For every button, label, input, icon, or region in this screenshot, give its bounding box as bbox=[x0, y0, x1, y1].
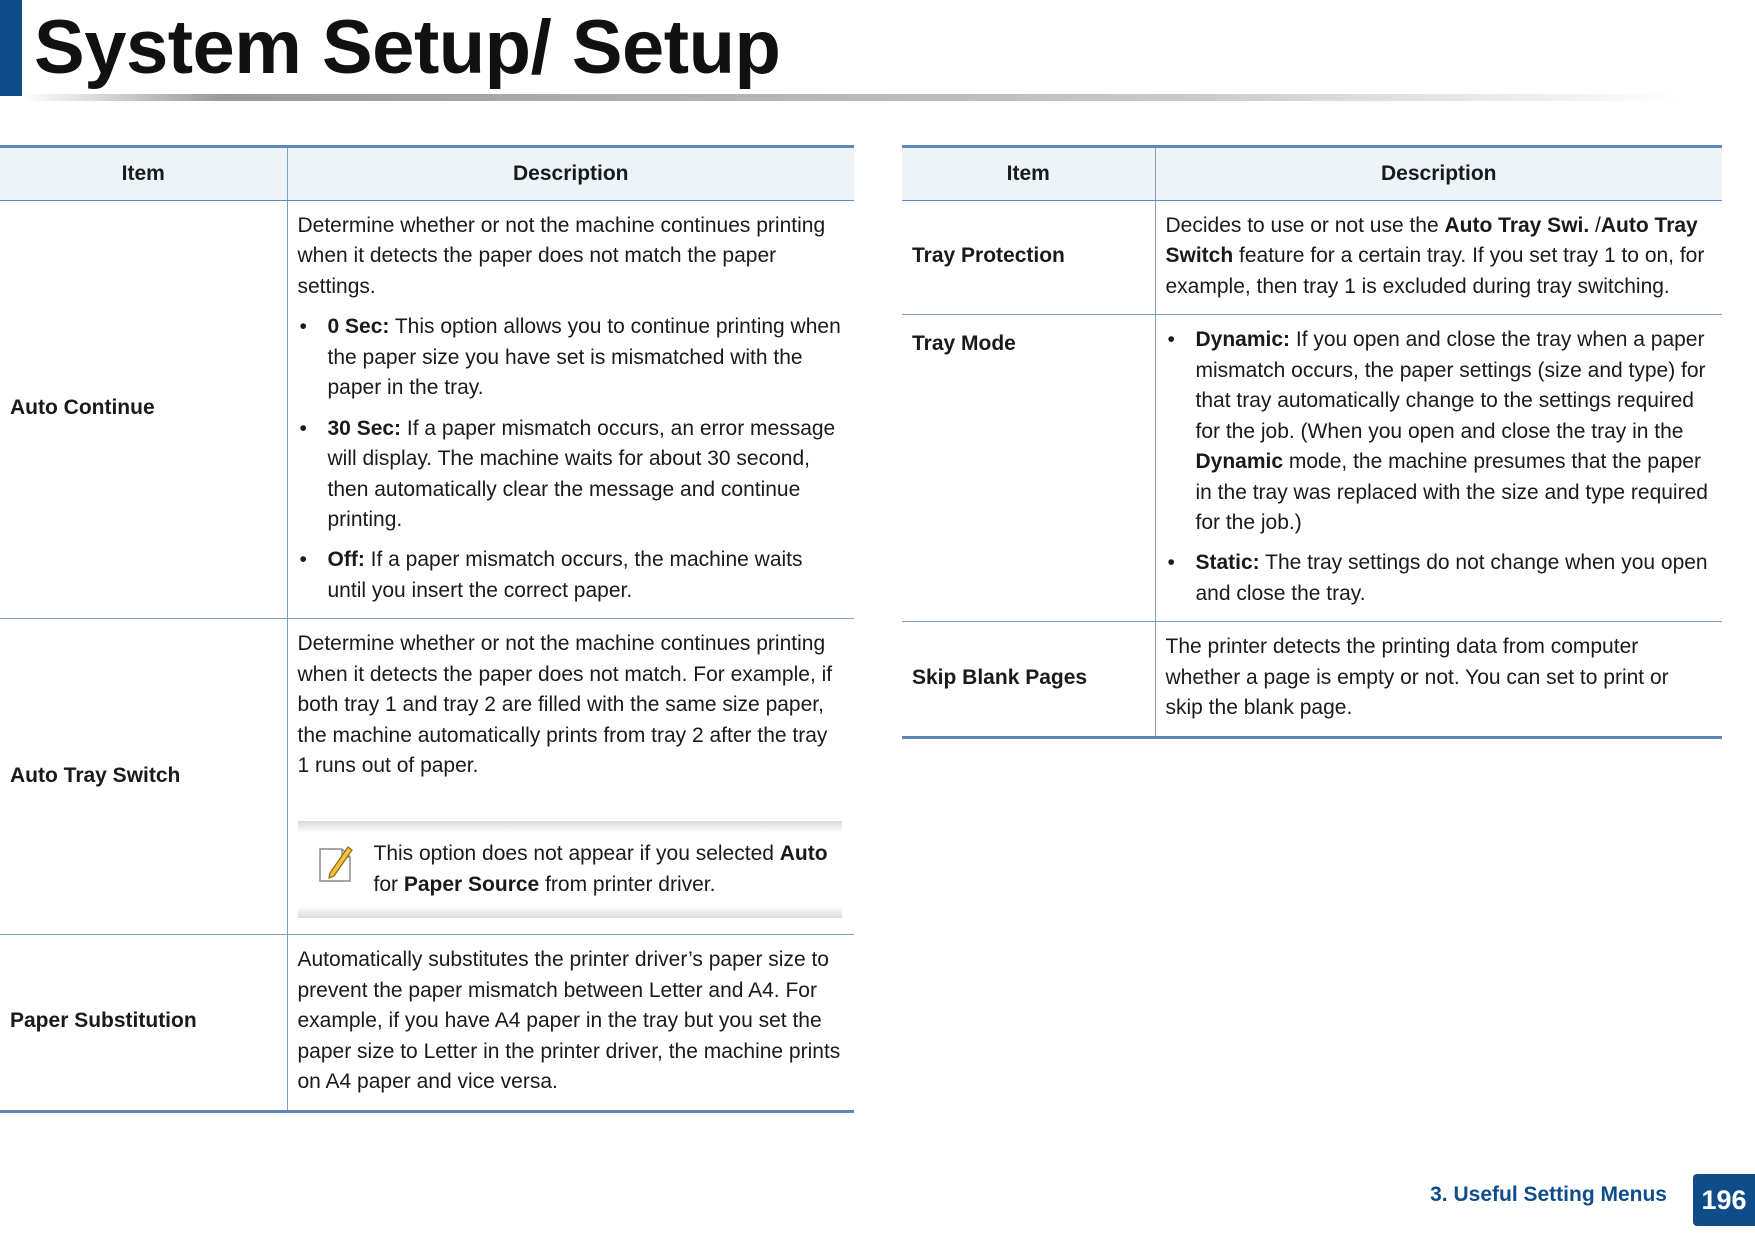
option-dynamic bbox=[1166, 325, 1711, 538]
item-paper-substitution: Paper Substitution bbox=[10, 1009, 197, 1033]
note-bold-auto: Auto bbox=[779, 842, 828, 866]
item-tray-mode: Tray Mode bbox=[902, 315, 1155, 622]
note-bold-paper-source: Paper Source bbox=[403, 872, 540, 896]
note-pencil-icon bbox=[316, 843, 356, 885]
table-row-tray-protection bbox=[902, 201, 1722, 315]
option-text: The tray settings do not change when you open and close the tray. bbox=[1195, 551, 1708, 605]
table-row-skip-blank-pages bbox=[902, 622, 1722, 737]
option-list bbox=[298, 312, 843, 606]
option-term: Static: bbox=[1195, 551, 1260, 575]
table-row-auto-tray-switch bbox=[0, 619, 854, 935]
description-paper-substitution bbox=[287, 935, 854, 1111]
description-text: Determine whether or not the machine continues printing when it detects the paper does not match. For example, if both tray 1 and tray 2 are filled with the same size paper, the machine automatically prints from tray 2 after the tray 1 runs out of paper. bbox=[297, 632, 833, 777]
table-row-tray-mode bbox=[902, 315, 1722, 622]
option-static bbox=[1166, 548, 1711, 609]
description-text: feature for a certain tray. If you set tray 1 to on, for example, then tray 1 is excluded during tray switching. bbox=[1165, 244, 1705, 298]
item-auto-tray-switch: Auto Tray Switch bbox=[0, 619, 287, 935]
description-text: Decides to use or not use the bbox=[1165, 214, 1445, 237]
description-text: / bbox=[1589, 214, 1601, 237]
page-title: System Setup/ Setup bbox=[34, 5, 781, 90]
description-text: The printer detects the printing data from computer whether a page is empty or not. You can set to print or skip the blank page. bbox=[1165, 635, 1669, 720]
footer-chapter-link[interactable]: 3. Useful Setting Menus bbox=[1430, 1183, 1667, 1206]
title-divider bbox=[22, 94, 1682, 101]
bold-auto-tray-switch: Auto Tray Switch bbox=[1165, 214, 1698, 268]
option-0-sec bbox=[298, 312, 843, 403]
option-text: If you open and close the tray when a paper mismatch occurs, the paper settings (size and type) for that tray automatically change to the settings required for the job. (When you open and close the tray in the bbox=[1195, 328, 1706, 443]
note-text: for bbox=[373, 872, 404, 896]
column-header-item: Item bbox=[902, 147, 1155, 201]
option-term: 30 Sec: bbox=[327, 416, 402, 440]
table-row-auto-continue bbox=[0, 201, 854, 619]
option-off bbox=[298, 545, 843, 606]
table-row-paper-substitution bbox=[0, 935, 854, 1111]
settings-table-left bbox=[0, 145, 854, 1113]
description-auto-tray-switch bbox=[287, 619, 854, 935]
option-term: Dynamic: bbox=[1195, 328, 1291, 352]
option-text: If a paper mismatch occurs, the machine waits until you insert the correct paper. bbox=[327, 548, 803, 602]
settings-table-right bbox=[902, 145, 1722, 739]
column-header-description: Description bbox=[1155, 147, 1722, 201]
description-tray-mode bbox=[1155, 315, 1722, 622]
description-skip-blank-pages bbox=[1155, 622, 1722, 737]
column-header-description: Description bbox=[287, 147, 854, 201]
option-text: This option allows you to continue printing when the paper size you have set is mismatched with the paper in the tray. bbox=[327, 315, 841, 400]
item-tray-protection: Tray Protection bbox=[902, 201, 1155, 315]
option-list bbox=[1166, 325, 1711, 609]
title-accent-bar bbox=[0, 0, 22, 96]
note-box bbox=[298, 821, 843, 918]
column-header-item: Item bbox=[0, 147, 287, 201]
note-text: from printer driver. bbox=[539, 872, 716, 896]
option-30-sec bbox=[298, 414, 843, 536]
page-number: 196 bbox=[1693, 1174, 1755, 1226]
option-text: If a paper mismatch occurs, an error message will display. The machine waits for about 30 second, then automatically clear the message and continue printing. bbox=[327, 416, 836, 531]
bold-dynamic: Dynamic bbox=[1195, 450, 1284, 474]
description-text: Determine whether or not the machine continues printing when it detects the paper does not match the paper settings. bbox=[297, 214, 826, 298]
description-text: Automatically substitutes the printer driver’s paper size to prevent the paper mismatch between Letter and A4. For example, if you have A4 paper in the tray but you set the paper size to Letter in the printer driver, the machine prints on A4 paper and vice versa. bbox=[297, 948, 841, 1094]
option-term: Off: bbox=[327, 548, 365, 572]
description-auto-continue bbox=[287, 201, 854, 619]
option-text: mode, the machine presumes that the paper in the tray was replaced with the size and type required for the job.) bbox=[1195, 450, 1708, 534]
note-text: This option does not appear if you selected bbox=[373, 842, 780, 866]
item-skip-blank-pages: Skip Blank Pages bbox=[912, 665, 1088, 689]
description-tray-protection bbox=[1155, 201, 1722, 315]
bold-auto-tray-swi: Auto Tray Swi. bbox=[1444, 214, 1590, 237]
option-term: 0 Sec: bbox=[327, 315, 390, 339]
table-header-row bbox=[0, 147, 854, 201]
table-header-row bbox=[902, 147, 1722, 201]
item-auto-continue: Auto Continue bbox=[0, 201, 287, 619]
